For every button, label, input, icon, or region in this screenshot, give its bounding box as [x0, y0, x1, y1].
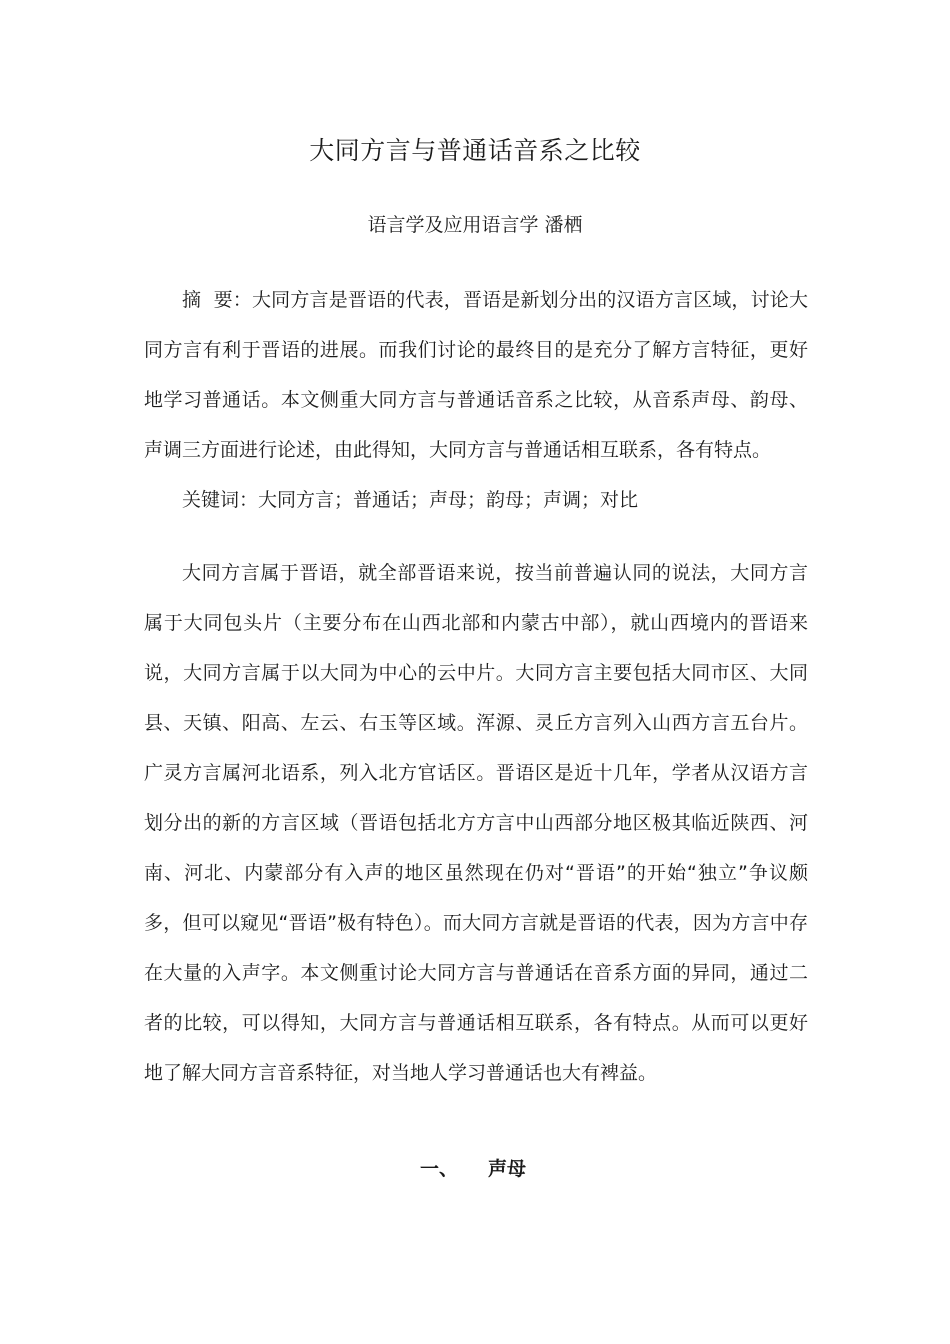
intro-paragraph: 大同方言属于晋语，就全部晋语来说，按当前普遍认同的说法，大同方言属于大同包头片（主要分布在山西北部和内蒙古中部），就山西境内的晋语来说，大同方言属于以大同为中心的云中片。大同方言主要包括大同市区、大同县、天镇、阳高、左云、右玉等区域。浑源、灵丘方言列入山西方言五台片。广灵方言属河北语系，列入北方官话区。晋语区是近十几年，学者从汉语方言划分出的新的方言区域（晋语包括北方方言中山西部分地区极其临近陕西、河南、河北、内蒙部分有入声的地区虽然现在仍对“晋语”的开始“独立”争议颇多，但可以窥见“晋语”极有特色）。而大同方言就是晋语的代表，因为方言中存在大量的入声字。本文侧重讨论大同方言与普通话在音系方面的异同，通过二者的比较，可以得知，大同方言与普通话相互联系，各有特点。从而可以更好地了解大同方言音系特征，对当地人学习普通话也大有裨益。 [144, 562, 808, 1084]
section-title: 声母 [488, 1158, 527, 1180]
document-title: 大同方言与普通话音系之比较 [309, 136, 641, 165]
keywords-colon: ： [239, 489, 259, 511]
author-line: 语言学及应用语言学 潘栖 [367, 214, 583, 236]
keywords-label: 关键词 [182, 489, 240, 511]
abstract-paragraph [144, 275, 808, 475]
keywords-paragraph [144, 475, 808, 525]
abstract-label: 摘 要 [182, 289, 233, 311]
keywords-text: 大同方言；普通话；声母；韵母；声调；对比 [258, 489, 639, 511]
section-heading [420, 1154, 526, 1184]
section-number: 一、 [420, 1158, 459, 1180]
abstract-text: 大同方言是晋语的代表，晋语是新划分出的汉语方言区域，讨论大同方言有利于晋语的进展。而我们讨论的最终目的是充分了解方言特征，更好地学习普通话。本文侧重大同方言与普通话音系之比较，从音系声母、韵母、声调三方面进行论述，由此得知，大同方言与普通话相互联系，各有特点。 [144, 289, 808, 461]
abstract-colon: ： [232, 289, 252, 311]
